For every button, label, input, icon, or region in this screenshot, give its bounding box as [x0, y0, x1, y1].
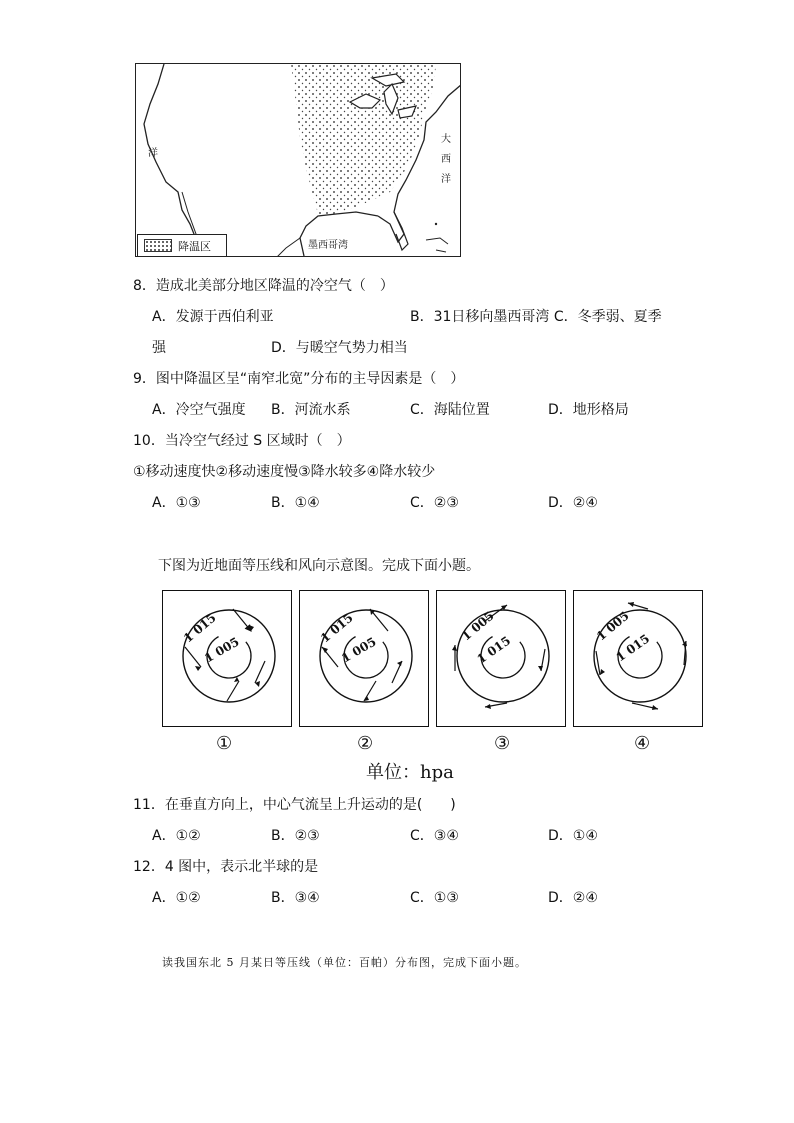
mexico-coast — [276, 238, 300, 257]
next-section-note: 读我国东北 5 月某日等压线（单位：百帕）分布图，完成下面小题。 — [162, 956, 527, 969]
q9-option-b: B．河流水系 — [271, 402, 351, 418]
isobar-panel-2 — [299, 590, 429, 727]
map-legend — [137, 234, 227, 257]
west-coast — [144, 64, 196, 257]
unit-label: 单位：hpa — [366, 762, 454, 783]
q11-option-d: D．①④ — [548, 828, 598, 844]
panel-2-outer-label: 1 015 — [317, 610, 356, 646]
panel-3-drawing — [437, 591, 564, 725]
q12-option-d: D．②④ — [548, 890, 598, 906]
panel-1-drawing — [163, 591, 290, 725]
pacific-label: 洋 — [148, 148, 158, 159]
gulf-label: 墨西哥湾 — [308, 240, 348, 251]
q9-option-c: C．海陆位置 — [410, 402, 490, 418]
cooling-region — [291, 64, 436, 214]
q8-option-a: A．发源于西伯利亚 — [152, 309, 274, 325]
islands — [426, 238, 448, 252]
panel-3-inner-label: 1 015 — [474, 633, 514, 667]
q9-option-a: A．冷空气强度 — [152, 402, 246, 418]
panel-4-inner-label: 1 015 — [613, 631, 653, 665]
panel-1-inner-label: 1 005 — [202, 634, 242, 666]
isobar-panel-1 — [162, 590, 292, 727]
atlantic-char: 大 — [441, 134, 451, 145]
q9-stem: 9．图中降温区呈“南窄北宽”分布的主导因素是（ ） — [133, 371, 465, 387]
q8-option-d: D．与暖空气势力相当 — [271, 340, 408, 356]
isobar-intro: 下图为近地面等压线和风向示意图。完成下面小题。 — [158, 558, 480, 574]
legend-label: 降温区 — [178, 239, 211, 253]
panel-2-drawing — [300, 591, 427, 725]
q8-stem: 8．造成北美部分地区降温的冷空气（ ） — [133, 278, 394, 294]
q11-option-c: C．③④ — [410, 828, 459, 844]
panel-4-drawing — [574, 591, 701, 725]
atlantic-label — [441, 130, 453, 190]
panel-1-number: ① — [216, 733, 233, 754]
q8-option-c-cont: 强 — [152, 340, 166, 356]
q11-stem: 11．在垂直方向上，中心气流呈上升运动的是( ) — [133, 797, 456, 813]
q10-items: ①移动速度快②移动速度慢③降水较多④降水较少 — [133, 464, 436, 480]
q10-option-a: A．①③ — [152, 495, 201, 511]
panel-2-inner-label: 1 005 — [339, 634, 379, 666]
panel-4-outer-label: 1 005 — [593, 608, 632, 644]
q12-stem: 12．4 图中，表示北半球的是 — [133, 859, 319, 875]
q10-option-d: D．②④ — [548, 495, 598, 511]
q10-option-c: C．②③ — [410, 495, 459, 511]
atlantic-char: 洋 — [441, 174, 451, 185]
panel-3-outer-label: 1 005 — [458, 608, 497, 644]
map-drawing — [136, 64, 461, 257]
north-america-map — [135, 63, 461, 257]
q12-option-b: B．③④ — [271, 890, 320, 906]
panel-1-outer-label: 1 015 — [180, 610, 219, 646]
q11-option-b: B．②③ — [271, 828, 320, 844]
panel-3-number: ③ — [494, 733, 511, 754]
panel-2-number: ② — [357, 733, 374, 754]
cooling-swatch — [144, 239, 172, 252]
q11-option-a: A．①② — [152, 828, 201, 844]
q9-option-d: D．地形格局 — [548, 402, 629, 418]
panel-4-number: ④ — [634, 733, 651, 754]
q12-option-a: A．①② — [152, 890, 201, 906]
isobar-panel-4 — [573, 590, 703, 727]
atlantic-char: 西 — [441, 154, 451, 165]
q10-option-b: B．①④ — [271, 495, 320, 511]
q12-option-c: C．①③ — [410, 890, 459, 906]
isobar-panel-3 — [436, 590, 566, 727]
q8-option-b: B．31日移向墨西哥湾 C．冬季弱、夏季 — [410, 309, 662, 325]
q10-stem: 10．当冷空气经过 S 区域时（ ） — [133, 433, 351, 449]
